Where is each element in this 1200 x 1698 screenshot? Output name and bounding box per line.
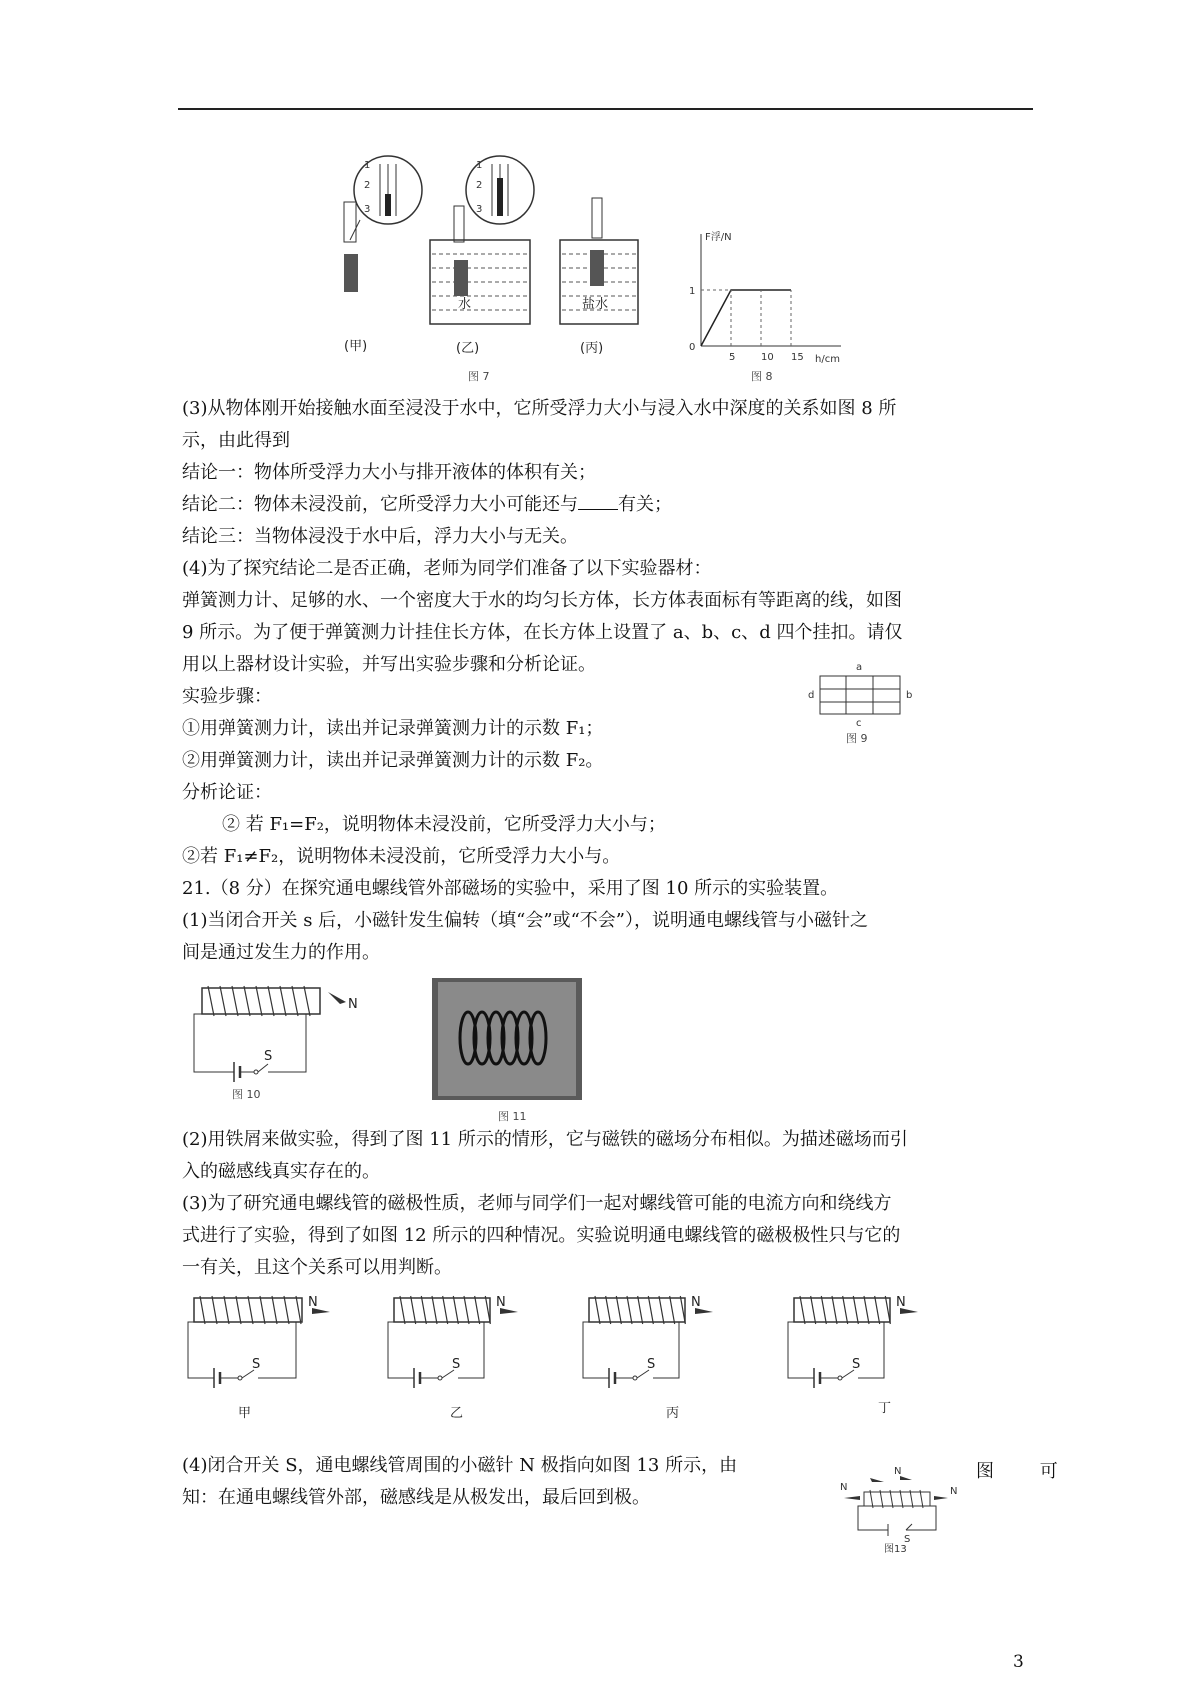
hook-a: a xyxy=(856,662,863,673)
fig13-caption: 图13 xyxy=(884,1544,907,1555)
scale-mark: 3 xyxy=(364,204,371,215)
paragraph: 弹簧测力计、足够的水、一个密度大于水的均匀长方体，长方体表面标有等距离的线，如图 xyxy=(182,590,902,611)
figure-7 xyxy=(344,150,650,390)
figure-13 xyxy=(840,1466,960,1555)
switch-label: S xyxy=(647,1357,656,1372)
figure-8-chart xyxy=(665,230,850,385)
paragraph: ②若 F₁≠F₂，说明物体未浸没前，它所受浮力大小与。 xyxy=(182,846,621,867)
paragraph: 式进行了实验，得到了如图 12 所示的四种情况。实验说明通电螺线管的磁极极性只与它的 xyxy=(182,1225,901,1246)
paragraph: 示，由此得到 xyxy=(182,430,290,451)
figure-10 xyxy=(188,980,368,1100)
paragraph: 一有关，且这个关系可以用判断。 xyxy=(182,1257,452,1278)
paragraph: (2)用铁屑来做实验，得到了图 11 所示的情形，它与磁铁的磁场分布相似。为描述磁场而引 xyxy=(182,1129,908,1150)
page-number: 3 xyxy=(1013,1652,1024,1672)
x-axis-label: h/cm xyxy=(815,354,840,365)
fig7-label-jia: (甲) xyxy=(344,339,368,354)
paragraph: 用以上器材设计实验，并写出实验步骤和分析论证。 xyxy=(182,654,596,675)
scale-mark: 1 xyxy=(476,160,483,171)
paragraph: 分析论证： xyxy=(182,782,272,803)
fig13-switch: S xyxy=(904,1534,911,1545)
fig13-pole: N xyxy=(894,1466,902,1477)
paragraph: 9 所示。为了便于弹簧测力计挂住长方体，在长方体上设置了 a、b、c、d 四个挂扣。请仅 xyxy=(182,622,903,643)
pole-label: N xyxy=(308,1295,318,1310)
fig7-caption: 图 7 xyxy=(468,370,490,383)
answer-blank[interactable] xyxy=(578,493,618,510)
paragraph: 入的磁感线真实存在的。 xyxy=(182,1161,380,1182)
switch-label: S xyxy=(852,1357,861,1372)
body-text xyxy=(182,396,1032,972)
hook-d: d xyxy=(808,690,815,701)
body-text-3 xyxy=(182,1453,802,1517)
liquid-label-salt-water: 盐水 xyxy=(582,297,609,312)
scale-mark: 3 xyxy=(476,204,483,215)
hook-b: b xyxy=(906,690,913,701)
pole-label: N xyxy=(896,1295,906,1310)
fig12-label-jia: 甲 xyxy=(238,1406,252,1421)
fig13-pole: N xyxy=(950,1486,958,1497)
buoyancy-line xyxy=(701,290,791,346)
circuit-panel xyxy=(188,1295,330,1388)
header-rule xyxy=(178,108,1033,110)
fig9-caption: 图 9 xyxy=(846,732,868,745)
pole-label: N xyxy=(691,1295,701,1310)
body-text-2 xyxy=(182,1127,1032,1287)
hook-c: c xyxy=(856,718,862,729)
fig13-side-text: 图 可 xyxy=(976,1461,1078,1482)
pole-label: N xyxy=(348,997,358,1012)
switch-label: S xyxy=(252,1357,261,1372)
fig8-caption: 图 8 xyxy=(751,370,773,383)
fig12-label-yi: 乙 xyxy=(450,1406,464,1421)
pole-label: N xyxy=(496,1295,506,1310)
fig10-caption: 图 10 xyxy=(232,1088,261,1101)
circuit-panel xyxy=(583,1295,713,1388)
scale-mark: 2 xyxy=(364,180,371,191)
paragraph: 21.（8 分）在探究通电螺线管外部磁场的实验中，采用了图 10 所示的实验装置。 xyxy=(182,878,839,899)
paragraph xyxy=(182,492,1032,517)
x-tick-label: 10 xyxy=(761,352,774,363)
paragraph: 结论一：物体所受浮力大小与排开液体的体积有关； xyxy=(182,462,596,483)
x-tick-label: 5 xyxy=(729,352,736,363)
paragraph: 知：在通电螺线管外部，磁感线是从极发出，最后回到极。 xyxy=(182,1487,650,1508)
paragraph: (1)当闭合开关 s 后，小磁针发生偏转（填“会”或“不会”），说明通电螺线管与小磁针之 xyxy=(182,910,868,931)
paragraph: (3)从物体刚开始接触水面至浸没于水中，它所受浮力大小与浸入水中深度的关系如图 8 所 xyxy=(182,398,897,419)
fig7-label-yi: (乙) xyxy=(456,341,480,356)
scale-mark: 1 xyxy=(364,160,371,171)
paragraph: ②用弹簧测力计，读出并记录弹簧测力计的示数 F₂。 xyxy=(182,750,604,771)
switch-label: S xyxy=(264,1049,273,1064)
scale-mark: 2 xyxy=(476,180,483,191)
paragraph: ② 若 F₁=F₂，说明物体未浸没前，它所受浮力大小与； xyxy=(222,814,666,835)
y-tick-label: 1 xyxy=(689,286,696,297)
liquid-label-water: 水 xyxy=(458,297,472,312)
origin-label: 0 xyxy=(689,342,696,353)
circuit-panel xyxy=(388,1295,518,1388)
conclusion-two-text: 结论二：物体未浸没前，它所受浮力大小可能还与 xyxy=(182,494,578,515)
conclusion-two-tail: 有关； xyxy=(618,494,672,515)
paragraph: 实验步骤： xyxy=(182,686,272,707)
y-axis-label: F浮/N xyxy=(705,232,732,243)
figure-12 xyxy=(188,1292,1028,1422)
x-tick-label: 15 xyxy=(791,352,804,363)
fig7-label-bing: (丙) xyxy=(580,341,604,356)
fig11-caption: 图 11 xyxy=(498,1110,527,1123)
fig12-label-ding: 丁 xyxy=(878,1401,892,1416)
fig12-panels xyxy=(188,1295,918,1388)
paragraph: (3)为了研究通电螺线管的磁极性质，老师与同学们一起对螺线管可能的电流方向和绕线方 xyxy=(182,1193,892,1214)
fig12-label-bing: 丙 xyxy=(666,1406,680,1421)
paragraph: 间是通过发生力的作用。 xyxy=(182,942,380,963)
figure-11 xyxy=(432,978,582,1126)
circuit-panel xyxy=(788,1295,918,1388)
fig13-pole: N xyxy=(840,1482,848,1493)
paragraph: ①用弹簧测力计，读出并记录弹簧测力计的示数 F₁； xyxy=(182,718,604,739)
paragraph: (4)为了探究结论二是否正确，老师为同学们准备了以下实验器材： xyxy=(182,558,712,579)
paragraph: (4)闭合开关 S，通电螺线管周围的小磁针 N 极指向如图 13 所示，由 xyxy=(182,1455,738,1476)
switch-label: S xyxy=(452,1357,461,1372)
paragraph: 结论三：当物体浸没于水中后，浮力大小与无关。 xyxy=(182,526,578,547)
